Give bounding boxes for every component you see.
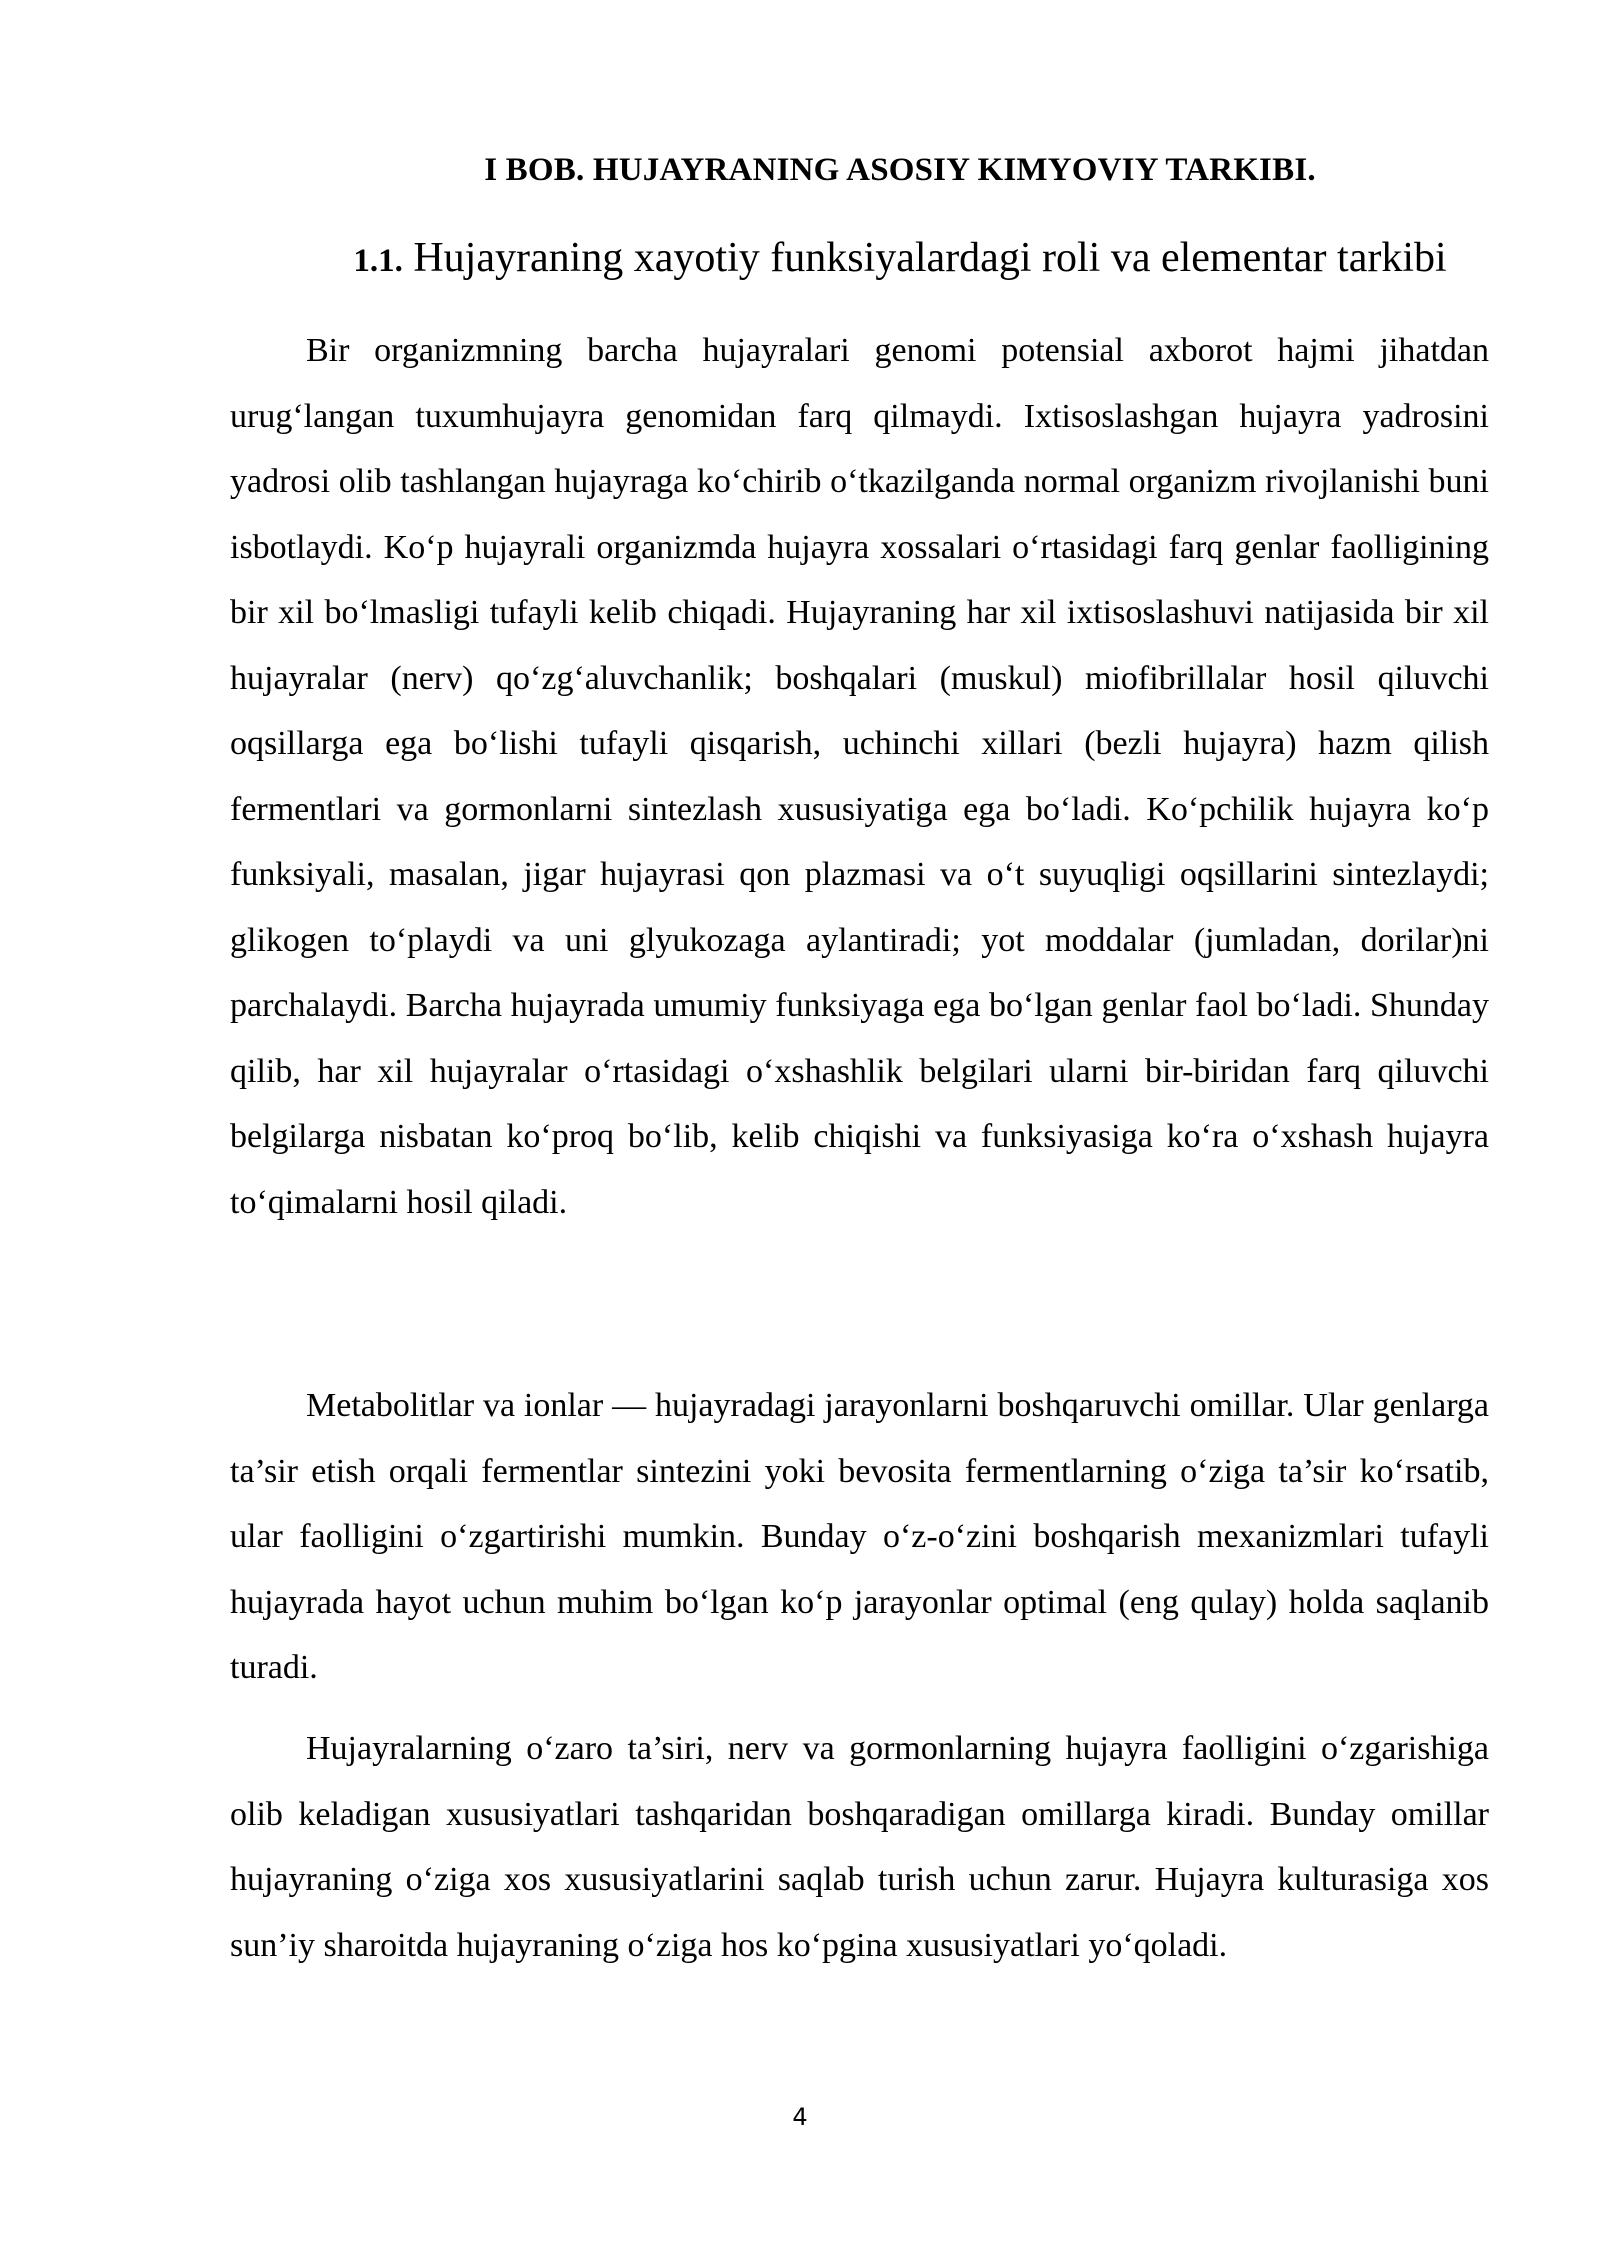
paragraph: Bir organizmning barcha hujayralari genomi potensial axborot hajmi jihatdan urug‘langan tuxumhujayra genomidan farq qilmaydi. Ixtisoslashgan hujayra yadrosini yadrosi olib tashlangan hujayraga ko‘chirib o‘tkazilganda normal organizm rivojlanishi buni isbotlaydi. Ko‘p hujayrali organizmda hujayra xossalari o‘rtasidagi farq genlar faolligining bir xil bo‘lmasligi tufayli kelib chiqadi. Hujayraning har xil ixtisoslashuvi natijasida bir xil hujayralar (nerv) qo‘zg‘aluvchanlik; boshqalari (muskul) miofibrillalar hosil qiluvchi oqsillarga ega bo‘lishi tufayli qisqarish, uchinchi xillari (bezli hujayra) hazm qilish fermentlari va gormonlarni sintezlash xususiyatiga ega bo‘ladi. Ko‘pchilik hujayra ko‘p funksiyali, masalan, jigar hujayrasi qon plazmasi va o‘t suyuqligi oqsillarini sintezlaydi; glikogen to‘playdi va uni glyukozaga aylantiradi; yot moddalar (jumladan, dorilar)ni parchalaydi. Barcha hujayrada umumiy funksiyaga ega bo‘lgan genlar faol bo‘ladi. Shunday qilib, har xil hujayralar o‘rtasidagi o‘xshashlik belgilari ularni bir-biridan farq qiluvchi belgilarga nisbatan ko‘proq bo‘lib, kelib chiqishi va funksiyasiga ko‘ra o‘xshash hujayra to‘qimalarni hosil qiladi. xyxy=(230,332,1489,1221)
section-title-text: Hujayraning xayotiy funksiyalardagi roli va elementar tarkibi xyxy=(402,235,1447,281)
page-number: 4 xyxy=(792,2103,808,2131)
section-title xyxy=(230,234,1570,282)
paragraph: Metabolitlar va ionlar — hujayradagi jarayonlarni boshqaruvchi omillar. Ular genlarga ta’sir etish orqali fermentlar sintezini yoki bevosita fermentlarning o‘ziga ta’sir ko‘rsatib, ular faolligini o‘zgartirishi mumkin. Bunday o‘z-o‘zini boshqarish mexanizmlari tufayli hujayrada hayot uchun muhim bo‘lgan ko‘p jarayonlar optimal (eng qulay) holda saqlanib turadi. xyxy=(230,1387,1489,1686)
chapter-title: I BOB. HUJAYRANING ASOSIY KIMYOVIY TARKIBI. xyxy=(484,152,1316,188)
paragraph: Hujayralarning o‘zaro ta’siri, nerv va gormonlarning hujayra faolligini o‘zgarishiga olib keladigan xususiyatlari tashqaridan boshqaradigan omillarga kiradi. Bunday omillar hujayraning o‘ziga xos xususiyatlarini saqlab turish uchun zarur. Hujayra kulturasiga xos sun’iy sharoitda hujayraning o‘ziga hos ko‘pgina xususiyatlari yo‘qoladi. xyxy=(230,1730,1489,1964)
section-number: 1.1. xyxy=(353,243,403,279)
